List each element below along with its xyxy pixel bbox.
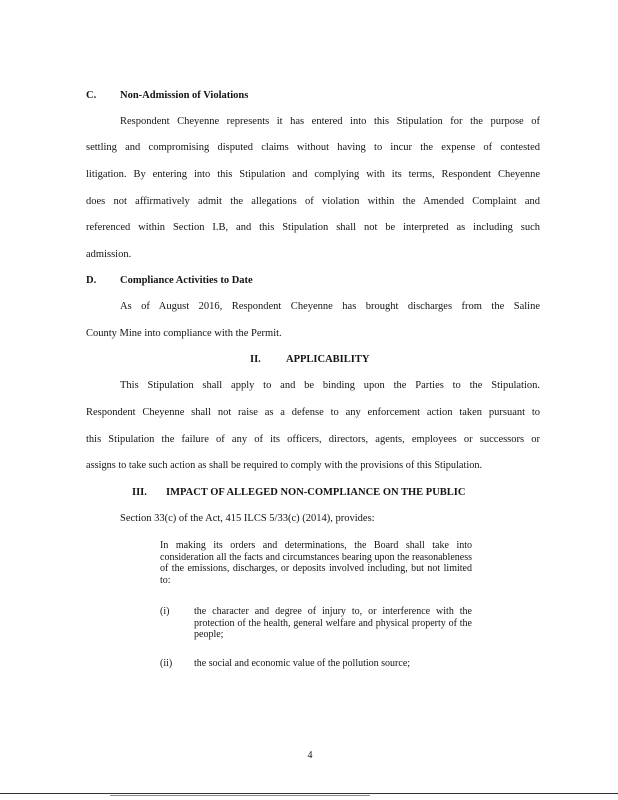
list-item-text: the social and economic value of the pollution source;	[194, 658, 411, 669]
list-item-number: (ii)	[160, 658, 173, 669]
section-c-title: Non-Admission of Violations	[120, 90, 249, 101]
section-iii-numeral: III.	[132, 487, 147, 498]
scan-border-line	[110, 795, 370, 796]
section-c-letter: C.	[86, 90, 97, 101]
section-d-line-1: As of August 2016, Respondent Cheyenne has brought discharges from the Saline	[120, 301, 540, 312]
page-number: 4	[307, 750, 313, 761]
section-ii-line-1: This Stipulation shall apply to and be binding upon the Parties to the Stipulation.	[120, 380, 540, 391]
section-ii-line-4: assigns to take such action as shall be required to comply with the provisions of this Stipulation.	[86, 460, 483, 471]
scan-border-line	[0, 793, 618, 794]
section-d-title: Compliance Activities to Date	[120, 275, 253, 286]
section-c-line-3: litigation. By entering into this Stipulation and complying with its terms, Respondent Cheyenne	[86, 169, 540, 180]
block-quote: In making its orders and determinations, the Board shall take into consideration all the facts and circumstances bearing upon the reasonableness of the emissions, discharges, or deposits involved including, but not limited to:	[160, 540, 472, 586]
section-iii-title: IMPACT OF ALLEGED NON-COMPLIANCE ON THE PUBLIC	[166, 487, 466, 498]
section-d-letter: D.	[86, 275, 97, 286]
section-c-line-6: admission.	[86, 249, 132, 260]
section-c-line-1: Respondent Cheyenne represents it has entered into this Stipulation for the purpose of	[120, 116, 540, 127]
section-d-line-2: County Mine into compliance with the Permit.	[86, 328, 282, 339]
list-item-number: (i)	[160, 606, 170, 617]
list-item-text: the character and degree of injury to, or interference with the protection of the health, general welfare and physical property of the people;	[194, 606, 472, 641]
section-c-line-4: does not affirmatively admit the allegations of violation within the Amended Complaint and	[86, 196, 540, 207]
section-ii-title: APPLICABILITY	[286, 354, 370, 365]
section-ii-numeral: II.	[250, 354, 261, 365]
section-ii-line-3: this Stipulation the failure of any of its officers, directors, agents, employees or successors or	[86, 434, 540, 445]
section-iii-intro: Section 33(c) of the Act, 415 ILCS 5/33(c) (2014), provides:	[120, 513, 375, 524]
section-ii-line-2: Respondent Cheyenne shall not raise as a defense to any enforcement action taken pursuant to	[86, 407, 540, 418]
section-c-line-5: referenced within Section I.B, and this Stipulation shall not be interpreted as including such	[86, 222, 540, 233]
section-c-line-2: settling and compromising disputed claims without having to incur the expense of contested	[86, 142, 540, 153]
